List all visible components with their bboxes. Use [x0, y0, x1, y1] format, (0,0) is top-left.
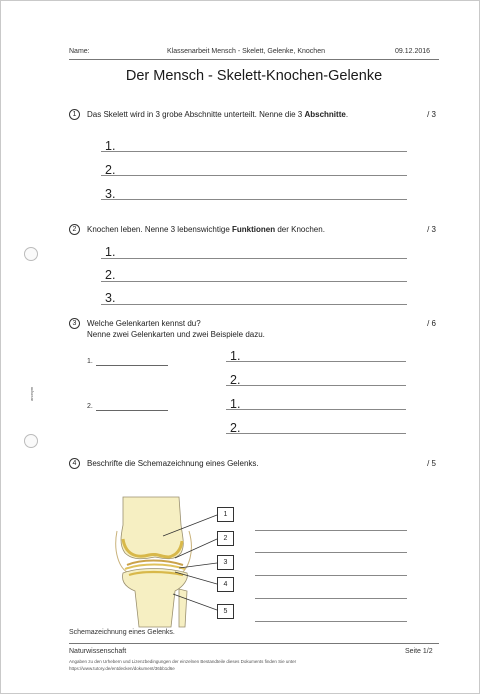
example-line-label: 1.	[230, 349, 241, 363]
footer-legal-link[interactable]: https://www.tutory.de/entdecken/dokument/36bb1d6e	[69, 666, 175, 671]
question-number: 3	[69, 318, 80, 329]
answer-line[interactable]	[101, 258, 407, 259]
label-answer-line[interactable]	[255, 621, 407, 622]
answer-line-label: 3.	[105, 187, 116, 201]
answer-line-label: 1.	[105, 245, 116, 259]
footer-subject: Naturwissenschaft	[69, 648, 127, 655]
example-line[interactable]	[226, 433, 406, 434]
label-box[interactable]: 2	[217, 531, 234, 546]
label-box[interactable]: 5	[217, 604, 234, 619]
header-rule	[69, 59, 439, 60]
label-box[interactable]: 3	[217, 555, 234, 570]
answer-line-label: 1.	[105, 139, 116, 153]
question-points: / 3	[427, 110, 436, 119]
example-line-label: 2.	[230, 421, 241, 435]
footer-legal-line1: Angaben zu den Urhebern und Lizenzbedingungen der einzelnen Bestandteile dieses Dokuments finden Sie unter	[69, 659, 297, 664]
label-pointer-lines	[151, 506, 221, 618]
punch-hole-bottom	[24, 434, 38, 448]
header-center: Klassenarbeit Mensch - Skelett, Gelenke, Knochen	[167, 48, 325, 55]
question-number: 2	[69, 224, 80, 235]
footer-page: Seite 1/2	[405, 648, 433, 655]
question-number: 1	[69, 109, 80, 120]
answer-line[interactable]	[101, 175, 407, 176]
label-answer-line[interactable]	[255, 575, 407, 576]
example-line-label: 1.	[230, 397, 241, 411]
figure-caption: Schemazeichnung eines Gelenks.	[69, 629, 175, 636]
question-text-line1: Welche Gelenkarten kennst du?	[87, 319, 201, 328]
header-date: 09.12.2016	[395, 48, 431, 55]
question-points: / 3	[427, 225, 436, 234]
label-answer-line[interactable]	[255, 598, 407, 599]
label-box[interactable]: 1	[217, 507, 234, 522]
example-line[interactable]	[226, 361, 406, 362]
punch-hole-top	[24, 247, 38, 261]
page-title: Der Mensch - Skelett-Knochen-Gelenke	[125, 68, 383, 84]
footer-rule	[69, 643, 439, 644]
gelenkart-label: 2.	[87, 403, 93, 410]
name-label: Name:	[69, 48, 90, 55]
gelenkart-line[interactable]	[96, 410, 168, 411]
label-answer-line[interactable]	[255, 552, 407, 553]
question-points: / 5	[427, 459, 436, 468]
gelenkart-label: 1.	[87, 358, 93, 365]
answer-line-label: 3.	[105, 291, 116, 305]
answer-line-label: 2.	[105, 163, 116, 177]
label-box[interactable]: 4	[217, 577, 234, 592]
answer-line-label: 2.	[105, 268, 116, 282]
example-line[interactable]	[226, 409, 406, 410]
answer-line[interactable]	[101, 304, 407, 305]
example-line-label: 2.	[230, 373, 241, 387]
question-points: / 6	[427, 319, 436, 328]
example-line[interactable]	[226, 385, 406, 386]
question-text: Knochen leben. Nenne 3 lebenswichtige Funktionen der Knochen.	[87, 225, 325, 234]
margin-text: anonym	[29, 386, 34, 401]
question-number: 4	[69, 458, 80, 469]
question-text: Beschrifte die Schemazeichnung eines Gelenks.	[87, 459, 259, 468]
label-answer-line[interactable]	[255, 530, 407, 531]
answer-line[interactable]	[101, 281, 407, 282]
question-text: Das Skelett wird in 3 grobe Abschnitte unterteilt. Nenne die 3 Abschnitte.	[87, 110, 349, 119]
question-text-line2: Nenne zwei Gelenkarten und zwei Beispiele dazu.	[87, 330, 265, 339]
answer-line[interactable]	[101, 151, 407, 152]
gelenkart-line[interactable]	[96, 365, 168, 366]
answer-line[interactable]	[101, 199, 407, 200]
